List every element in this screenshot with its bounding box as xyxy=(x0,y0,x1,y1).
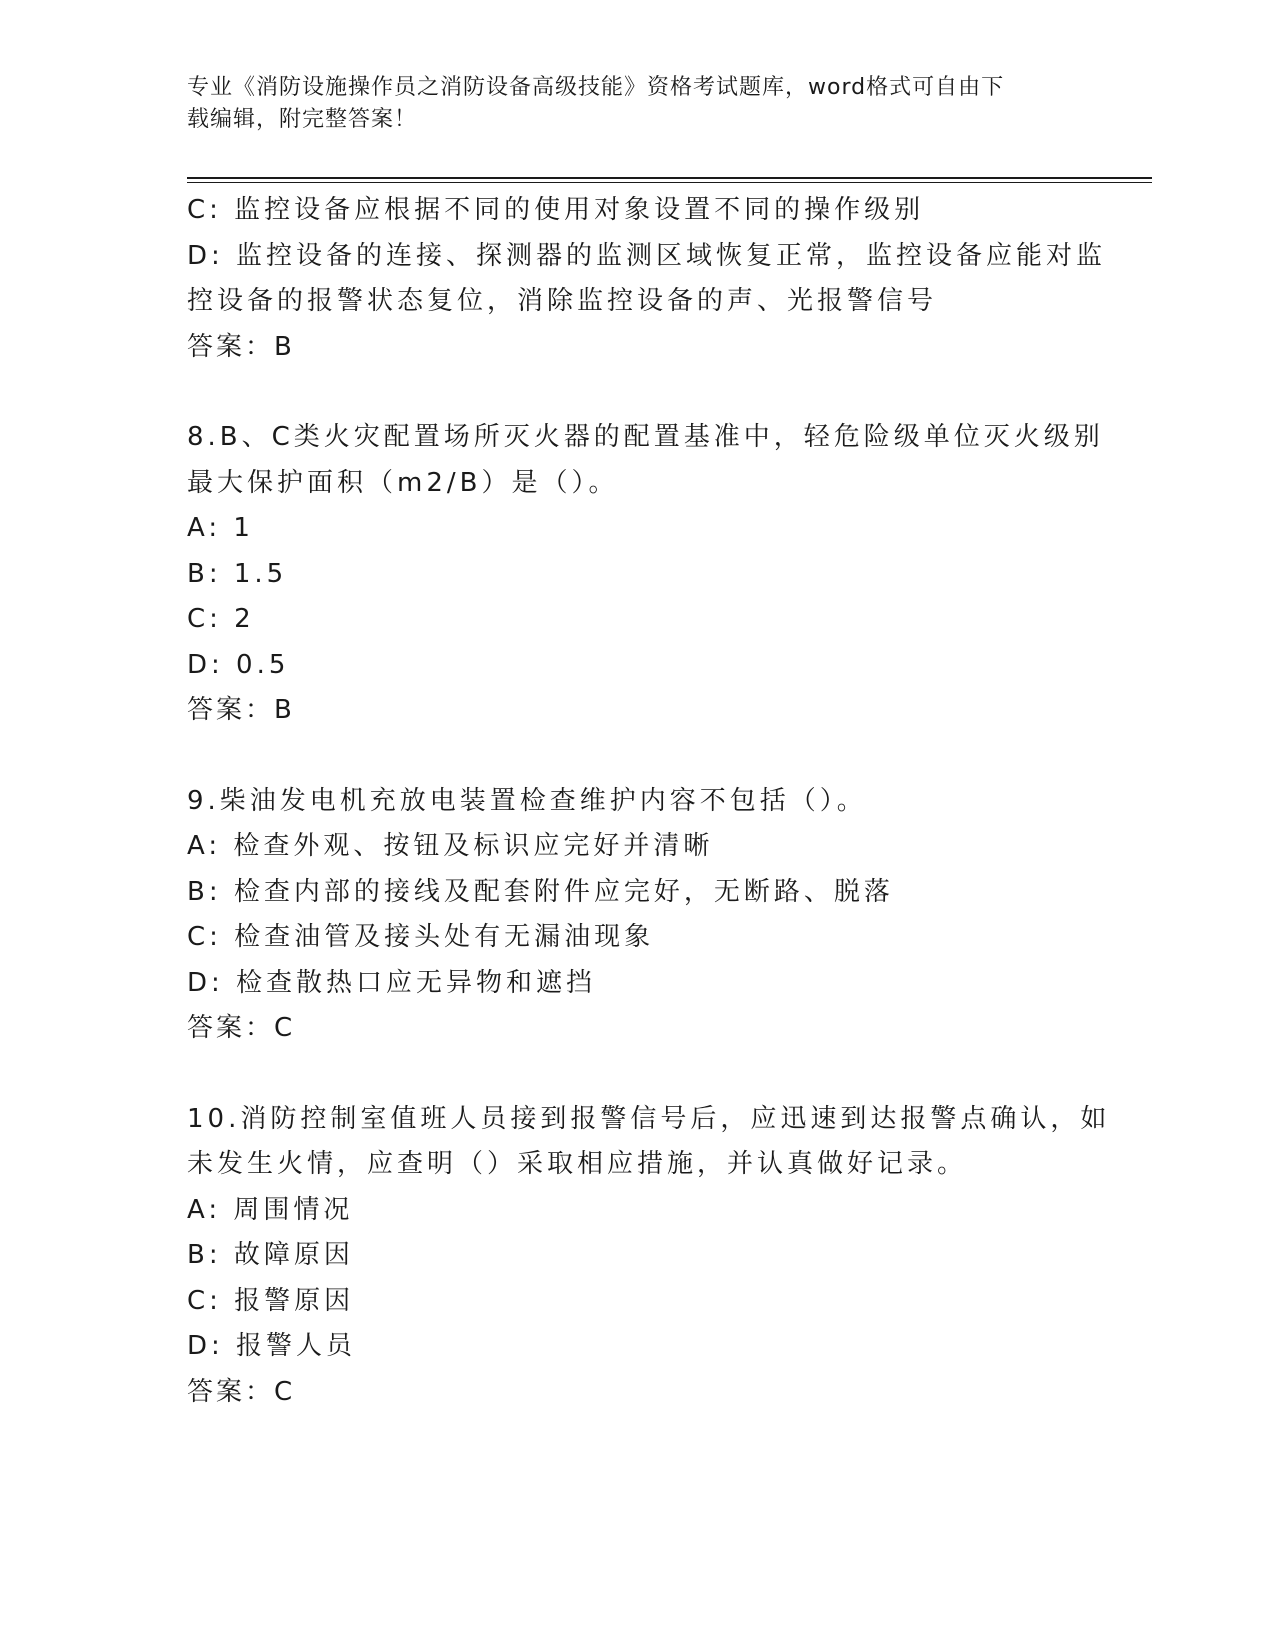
answer: 答案：C xyxy=(187,1376,296,1407)
question-stem: 9.柴油发电机充放电装置检查维护内容不包括（）。 xyxy=(187,785,867,816)
option-c: C: 检查油管及接头处有无漏油现象 xyxy=(187,922,655,952)
question-7-continued xyxy=(187,188,1107,370)
header-line: 专业《消防设施操作员之消防设备高级技能》资格考试题库，word格式可自由下 xyxy=(187,75,1005,100)
question-10 xyxy=(187,1097,1111,1416)
question-stem-continued: 最大保护面积（m2/B）是（）。 xyxy=(187,467,619,498)
question-8 xyxy=(187,415,1104,734)
answer: 答案：B xyxy=(187,695,295,725)
option-d: D: 0.5 xyxy=(187,649,290,680)
option-b: B: 检查内部的接线及配套附件应完好，无断路、脱落 xyxy=(187,876,894,907)
spacer xyxy=(187,1052,1087,1097)
page-header xyxy=(187,72,1087,136)
option-a: A: 1 xyxy=(187,513,254,543)
question-stem-continued: 未发生火情，应查明（）采取相应措施，并认真做好记录。 xyxy=(187,1149,968,1179)
option-a: A: 检查外观、按钮及标识应完好并清晰 xyxy=(187,831,714,861)
option-c: C: 2 xyxy=(187,604,255,634)
option-b: B: 1.5 xyxy=(187,558,288,589)
spacer xyxy=(187,370,1087,415)
option-c: C: 报警原因 xyxy=(187,1285,355,1316)
option-c: C: 监控设备应根据不同的使用对象设置不同的操作级别 xyxy=(187,195,925,225)
option-b: B: 故障原因 xyxy=(187,1240,354,1270)
option-a: A: 周围情况 xyxy=(187,1194,354,1225)
option-d: D: 报警人员 xyxy=(187,1331,357,1361)
answer: 答案：C xyxy=(187,1013,296,1043)
option-d: D: 监控设备的连接、探测器的监测区域恢复正常，监控设备应能对监 xyxy=(187,240,1107,271)
spacer xyxy=(187,734,1087,779)
question-content xyxy=(187,188,1111,1415)
answer: 答案：B xyxy=(187,331,295,362)
question-stem: 10.消防控制室值班人员接到报警信号后，应迅速到达报警点确认，如 xyxy=(187,1103,1111,1134)
option-d-continued: 控设备的报警状态复位，消除监控设备的声、光报警信号 xyxy=(187,286,938,316)
header-divider-thin xyxy=(187,182,1152,183)
question-stem: 8.B、C类火灾配置场所灭火器的配置基准中，轻危险级单位灭火级别 xyxy=(187,422,1104,452)
header-line: 载编辑，附完整答案！ xyxy=(187,107,418,132)
option-d: D: 检查散热口应无异物和遮挡 xyxy=(187,967,597,998)
header-divider xyxy=(187,177,1152,179)
question-9 xyxy=(187,779,1087,1052)
